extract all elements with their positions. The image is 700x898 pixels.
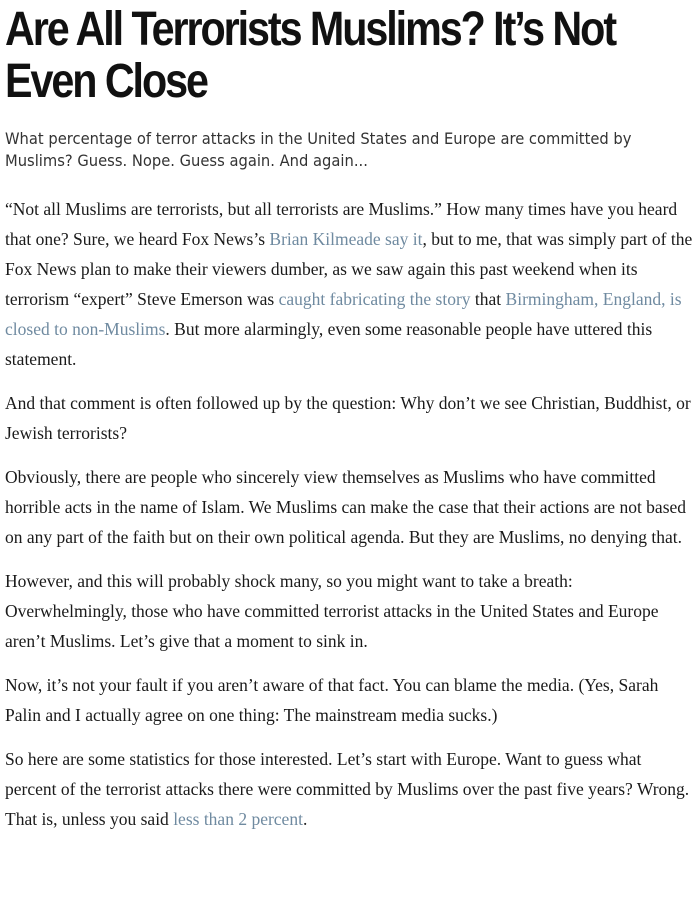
paragraph-text: “Not all Muslims are terrorists, but all terrorists are Muslims.” How many times have you heard that one? Sure, we heard Fox News’s bbox=[5, 199, 678, 249]
paragraph-1 bbox=[5, 194, 695, 374]
link-caught-fabricating[interactable]: caught fabricating the story bbox=[278, 289, 471, 309]
paragraph-2: And that comment is often followed up by the question: Why don’t we see Christian, Buddhist, or Jewish terrorists? bbox=[5, 393, 691, 443]
article-body bbox=[5, 194, 695, 834]
headline: Are All Terrorists Muslims? It’s Not Even Close bbox=[5, 3, 616, 108]
paragraph-4: However, and this will probably shock many, so you might want to take a breath: Overwhelmingly, those who have committed terrorist attacks in the United States and Europe aren’t Muslims. Let’s give that a moment to sink in. bbox=[5, 571, 659, 651]
article-dek: What percentage of terror attacks in the United States and Europe are committed by Muslims? Guess. Nope. Guess again. And again... bbox=[5, 129, 632, 170]
link-less-than-2-percent[interactable]: less than 2 percent bbox=[173, 809, 303, 829]
paragraph-text: that bbox=[470, 289, 506, 309]
paragraph-text: . bbox=[302, 809, 308, 829]
paragraph-text: , but to me, that was simply part of the Fox News plan to make their viewers dumber, as we saw again this past weekend when its terrorism “expert” Steve Emerson was bbox=[5, 229, 693, 309]
paragraph-text: . But more alarmingly, even some reasonable people have uttered this statement. bbox=[5, 319, 653, 369]
article bbox=[5, 0, 695, 834]
paragraph-5: Now, it’s not your fault if you aren’t aware of that fact. You can blame the media. (Yes, Sarah Palin and I actually agree on one thing: The mainstream media sucks.) bbox=[5, 675, 659, 725]
paragraph-text: So here are some statistics for those interested. Let’s start with Europe. Want to guess what percent of the terrorist attacks there were committed by Muslims over the past five years? Wrong. That is, unless you said bbox=[5, 749, 690, 829]
link-brian-kilmeade[interactable]: Brian Kilmeade say it bbox=[269, 229, 423, 249]
paragraph-3: Obviously, there are people who sincerely view themselves as Muslims who have committed horrible acts in the name of Islam. We Muslims can make the case that their actions are not based on any part of the faith but on their own political agenda. But they are Muslims, no denying that. bbox=[5, 467, 687, 547]
paragraph-6 bbox=[5, 744, 695, 834]
link-birmingham[interactable]: Birmingham, England, is closed to non-Muslims bbox=[5, 289, 682, 339]
